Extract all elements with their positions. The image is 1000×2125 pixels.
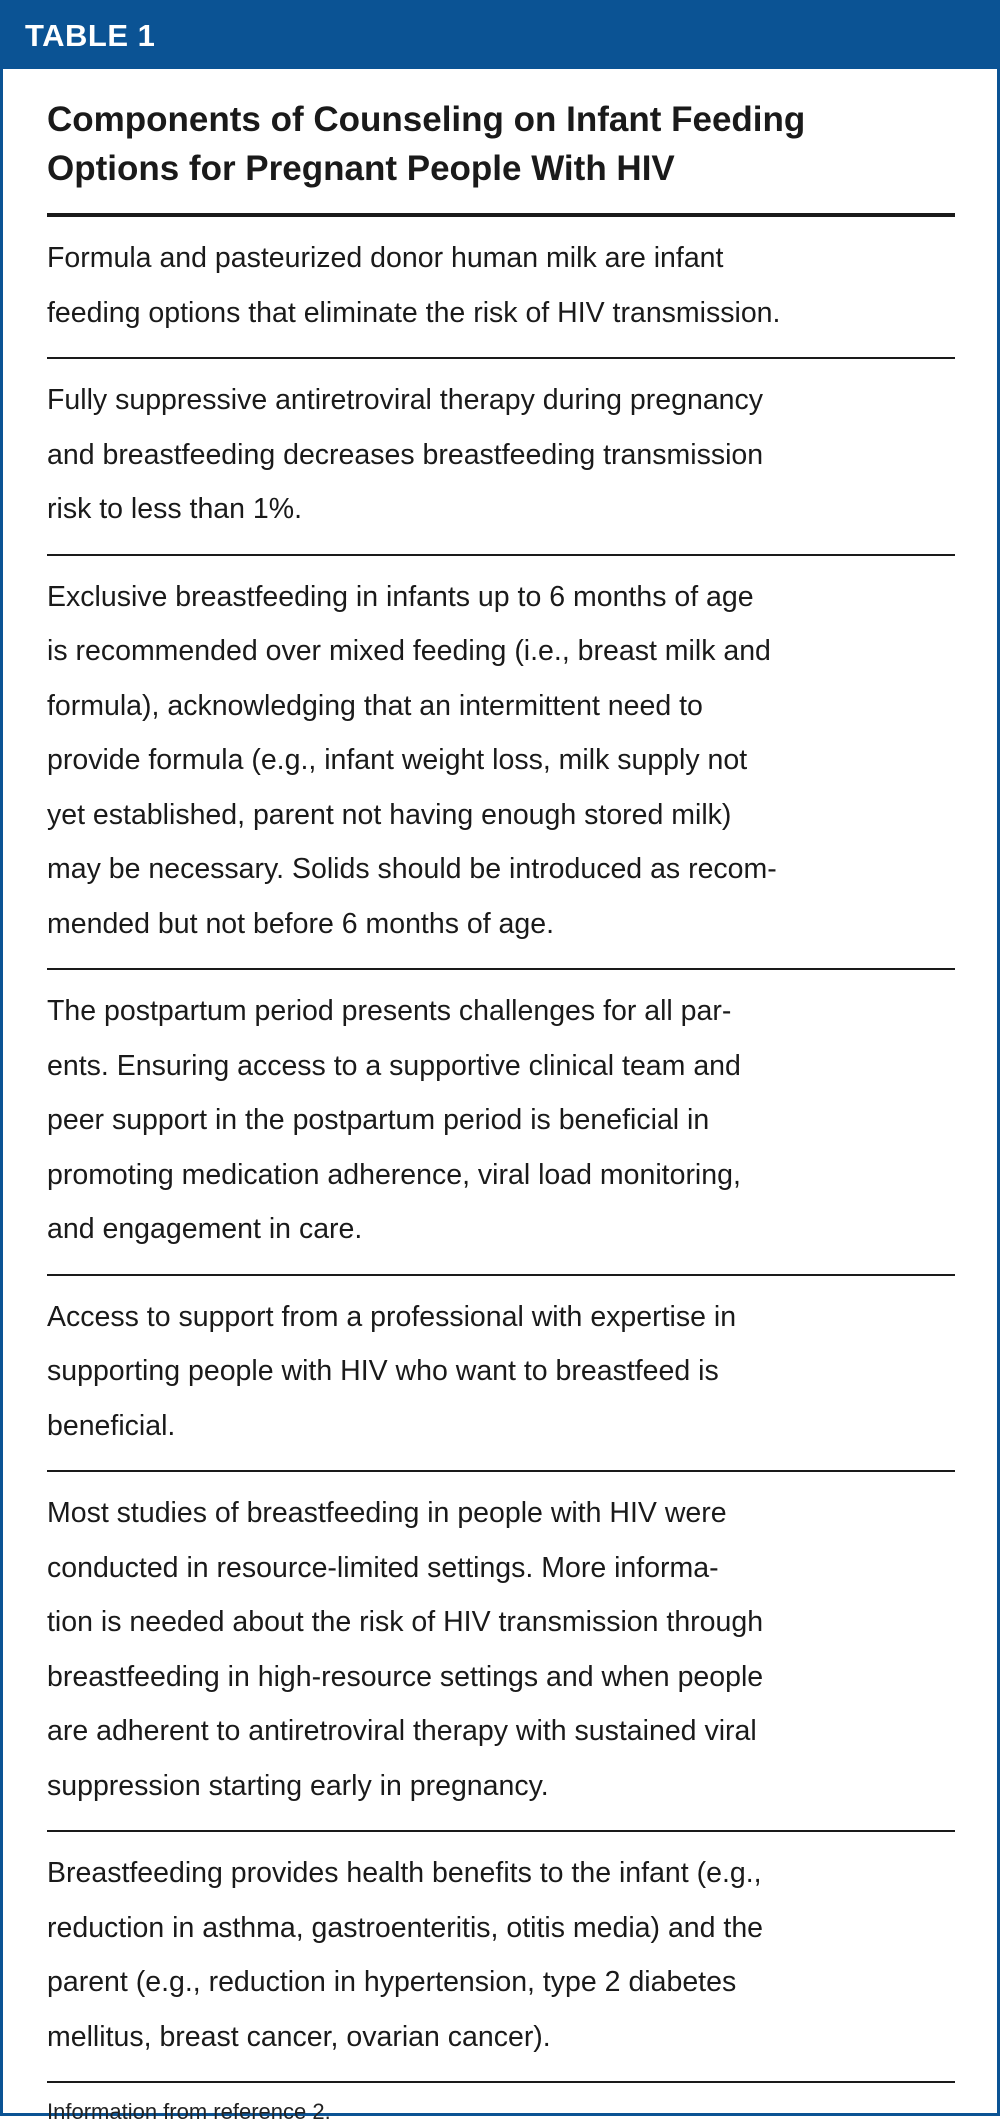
row-text-line: Fully suppressive antiretroviral therapy during pregnancy [47,384,764,416]
row-text-line: supporting people with HIV who want to breastfeed is [47,1355,719,1387]
table-footnote: Information from reference 2. [47,2099,331,2124]
row-text-line: conducted in resource-limited settings. More informa- [47,1551,719,1584]
table-row [47,359,955,556]
title-line: Options for Pregnant People With HIV [47,149,675,188]
row-text-line: peer support in the postpartum period is beneficial in [47,1104,710,1136]
row-text-line: may be necessary. Solids should be introduced as recom- [47,853,777,885]
table-row [47,1832,955,2083]
table-header-bar [3,3,997,69]
row-text-line: The postpartum period presents challenges for all par- [47,995,732,1027]
row-text-line: and breastfeeding decreases breastfeeding transmission [47,438,764,471]
table-row [47,556,955,971]
row-text-line: mended but not before 6 months of age. [47,907,555,940]
row-text-line: is recommended over mixed feeding (i.e., breast milk and [47,635,771,667]
table-content [3,95,997,2125]
table-row [47,217,955,359]
row-text-line: are adherent to antiretroviral therapy with sustained viral [47,1715,757,1747]
row-text-line: and engagement in care. [47,1213,363,1245]
row-text-line: reduction in asthma, gastroenteritis, otitis media) and the [47,1911,764,1944]
row-text-line: risk to less than 1%. [47,493,303,525]
row-text-line: promoting medication adherence, viral load monitoring, [47,1158,741,1191]
row-text-line: suppression starting early in pregnancy. [47,1769,549,1802]
row-text-line: Access to support from a professional with expertise in [47,1300,737,1333]
row-text-line: parent (e.g., reduction in hypertension, type 2 diabetes [47,1966,737,1998]
row-text-line: formula), acknowledging that an intermittent need to [47,689,703,722]
row-text-line: mellitus, breast cancer, ovarian cancer). [47,2020,551,2053]
row-text-line: Formula and pasteurized donor human milk are infant [47,242,724,274]
row-text-line: provide formula (e.g., infant weight loss, milk supply not [47,744,748,776]
row-text-line: Exclusive breastfeeding in infants up to 6 months of age [47,580,754,613]
row-text-line: Most studies of breastfeeding in people with HIV were [47,1497,727,1529]
table-row [47,1276,955,1473]
table-row [47,970,955,1276]
table-title [47,95,955,217]
row-text-line: beneficial. [47,1409,176,1442]
row-text-line: tion is needed about the risk of HIV transmission through [47,1606,764,1638]
row-text-line: feeding options that eliminate the risk of HIV transmission. [47,296,781,329]
row-text-line: yet established, parent not having enough stored milk) [47,798,732,831]
table-label: TABLE 1 [25,18,156,53]
row-text-line: breastfeeding in high-resource settings and when people [47,1660,764,1693]
title-line: Components of Counseling on Infant Feeding [47,100,806,139]
table-row [47,1472,955,1832]
row-text-line: Breastfeeding provides health benefits to the infant (e.g., [47,1857,762,1889]
row-text-line: ents. Ensuring access to a supportive clinical team and [47,1049,741,1082]
